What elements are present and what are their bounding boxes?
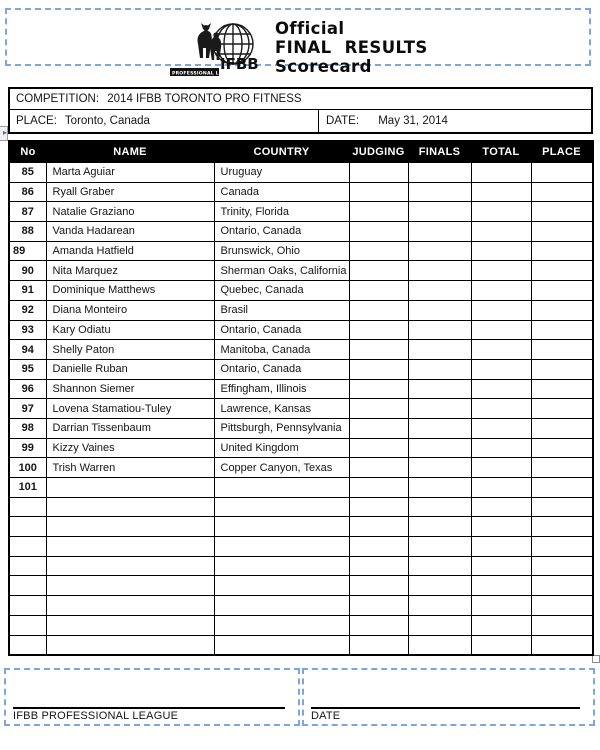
judging-cell[interactable] xyxy=(349,418,408,438)
country-cell[interactable]: Sherman Oaks, California xyxy=(214,261,349,281)
no-cell[interactable] xyxy=(9,615,46,635)
judging-cell[interactable] xyxy=(349,261,408,281)
no-cell[interactable] xyxy=(9,576,46,596)
place-cell[interactable] xyxy=(531,261,593,281)
judging-cell[interactable] xyxy=(349,222,408,242)
total-cell[interactable] xyxy=(471,261,531,281)
finals-cell[interactable] xyxy=(408,458,471,478)
place-cell[interactable] xyxy=(531,438,593,458)
no-cell[interactable]: 97 xyxy=(9,399,46,419)
table-row xyxy=(9,359,593,379)
name-cell[interactable]: Shannon Siemer xyxy=(46,379,214,399)
judging-cell[interactable] xyxy=(349,576,408,596)
place-cell[interactable] xyxy=(531,537,593,557)
place-value: Toronto, Canada xyxy=(64,115,150,127)
table-header-row xyxy=(9,141,593,163)
place-cell[interactable] xyxy=(531,182,593,202)
country-cell[interactable]: Ontario, Canada xyxy=(214,222,349,242)
no-cell[interactable]: 87 xyxy=(9,202,46,222)
total-cell[interactable] xyxy=(471,576,531,596)
finals-cell[interactable] xyxy=(408,202,471,222)
table-row xyxy=(9,340,593,360)
col-header-country: COUNTRY xyxy=(214,141,349,163)
total-cell[interactable] xyxy=(471,517,531,537)
country-cell[interactable]: Canada xyxy=(214,182,349,202)
title-line-scorecard: Scorecard xyxy=(275,57,372,76)
col-header-name: NAME xyxy=(46,141,214,163)
total-cell[interactable] xyxy=(471,537,531,557)
country-cell[interactable] xyxy=(214,497,349,517)
name-cell[interactable]: Lovena Stamatiou-Tuley xyxy=(46,399,214,419)
total-cell[interactable] xyxy=(471,300,531,320)
country-cell[interactable]: Brasil xyxy=(214,300,349,320)
table-row xyxy=(9,241,593,261)
no-cell[interactable] xyxy=(9,556,46,576)
judging-cell[interactable] xyxy=(349,517,408,537)
judging-cell[interactable] xyxy=(349,399,408,419)
finals-cell[interactable] xyxy=(408,418,471,438)
ifbb-logo xyxy=(170,19,272,77)
place-cell[interactable] xyxy=(531,576,593,596)
judging-cell[interactable] xyxy=(349,478,408,498)
name-cell[interactable] xyxy=(46,517,214,537)
name-cell[interactable]: Dominique Matthews xyxy=(46,281,214,301)
judging-cell[interactable] xyxy=(349,635,408,655)
country-cell[interactable] xyxy=(214,537,349,557)
place-cell[interactable] xyxy=(531,163,593,183)
col-header-no: No xyxy=(9,141,46,163)
table-row xyxy=(9,163,593,183)
signature-box-date xyxy=(302,668,595,726)
place-cell[interactable] xyxy=(531,281,593,301)
name-cell[interactable]: Danielle Ruban xyxy=(46,359,214,379)
total-cell[interactable] xyxy=(471,182,531,202)
name-cell[interactable]: Natalie Graziano xyxy=(46,202,214,222)
finals-cell[interactable] xyxy=(408,517,471,537)
finals-cell[interactable] xyxy=(408,281,471,301)
name-cell[interactable]: Trish Warren xyxy=(46,458,214,478)
place-cell xyxy=(10,110,319,132)
finals-cell[interactable] xyxy=(408,537,471,557)
table-row xyxy=(9,517,593,537)
place-cell[interactable] xyxy=(531,635,593,655)
finals-cell[interactable] xyxy=(408,497,471,517)
country-cell[interactable] xyxy=(214,576,349,596)
total-cell[interactable] xyxy=(471,379,531,399)
name-cell[interactable]: Marta Aguiar xyxy=(46,163,214,183)
signature-date-label: DATE xyxy=(311,710,341,722)
total-cell[interactable] xyxy=(471,596,531,616)
table-row xyxy=(9,379,593,399)
country-cell[interactable]: Quebec, Canada xyxy=(214,281,349,301)
left-edge-marker-icon[interactable]: ▸ xyxy=(0,126,8,141)
col-header-finals: FINALS xyxy=(408,141,471,163)
table-row xyxy=(9,202,593,222)
place-cell[interactable] xyxy=(531,556,593,576)
no-cell[interactable] xyxy=(9,635,46,655)
col-header-place: PLACE xyxy=(531,141,593,163)
table-row xyxy=(9,418,593,438)
place-cell[interactable] xyxy=(531,379,593,399)
place-cell[interactable] xyxy=(531,596,593,616)
header-dashed-box xyxy=(5,8,591,77)
name-cell[interactable]: Ryall Graber xyxy=(46,182,214,202)
judging-cell[interactable] xyxy=(349,182,408,202)
table-row xyxy=(9,478,593,498)
league-banner-text: PROFESSIONAL LEAGUE xyxy=(172,71,238,77)
name-cell[interactable] xyxy=(46,537,214,557)
table-row xyxy=(9,300,593,320)
name-cell[interactable]: Vanda Hadarean xyxy=(46,222,214,242)
no-cell[interactable]: 88 xyxy=(9,222,46,242)
title-line-final-results: FINAL RESULTS xyxy=(275,38,428,57)
no-cell[interactable]: 94 xyxy=(9,340,46,360)
country-cell[interactable] xyxy=(214,517,349,537)
table-row xyxy=(9,281,593,301)
name-cell[interactable]: Diana Monteiro xyxy=(46,300,214,320)
country-cell[interactable] xyxy=(214,556,349,576)
finals-cell[interactable] xyxy=(408,399,471,419)
no-cell[interactable]: 85 xyxy=(9,163,46,183)
country-cell[interactable]: Copper Canyon, Texas xyxy=(214,458,349,478)
finals-cell[interactable] xyxy=(408,163,471,183)
no-cell[interactable] xyxy=(9,517,46,537)
name-cell[interactable]: Amanda Hatfield xyxy=(46,241,214,261)
table-row xyxy=(9,556,593,576)
judging-cell[interactable] xyxy=(349,556,408,576)
total-cell[interactable] xyxy=(471,418,531,438)
document-title xyxy=(275,19,428,76)
name-cell[interactable]: Shelly Paton xyxy=(46,340,214,360)
col-header-total: TOTAL xyxy=(471,141,531,163)
name-cell[interactable] xyxy=(46,615,214,635)
place-date-row xyxy=(10,110,591,132)
judging-cell[interactable] xyxy=(349,163,408,183)
no-cell[interactable]: 98 xyxy=(9,418,46,438)
name-cell[interactable] xyxy=(46,635,214,655)
place-cell[interactable] xyxy=(531,222,593,242)
no-cell[interactable]: 101 xyxy=(9,478,46,498)
no-cell[interactable]: 95 xyxy=(9,359,46,379)
total-cell[interactable] xyxy=(471,438,531,458)
judging-cell[interactable] xyxy=(349,458,408,478)
resize-handle[interactable] xyxy=(592,655,600,663)
place-cell[interactable] xyxy=(531,478,593,498)
table-row xyxy=(9,596,593,616)
signature-line xyxy=(13,707,285,709)
place-cell[interactable] xyxy=(531,399,593,419)
total-cell[interactable] xyxy=(471,615,531,635)
finals-cell[interactable] xyxy=(408,320,471,340)
signature-league-label: IFBB PROFESSIONAL LEAGUE xyxy=(13,710,179,722)
no-cell[interactable]: 90 xyxy=(9,261,46,281)
judging-cell[interactable] xyxy=(349,615,408,635)
athlete-figures-icon xyxy=(198,23,222,60)
name-cell[interactable] xyxy=(46,497,214,517)
country-cell[interactable]: Uruguay xyxy=(214,163,349,183)
total-cell[interactable] xyxy=(471,202,531,222)
no-cell[interactable]: 91 xyxy=(9,281,46,301)
table-row xyxy=(9,635,593,655)
no-cell[interactable]: 89 xyxy=(9,241,46,261)
judging-cell[interactable] xyxy=(349,438,408,458)
country-cell[interactable]: Lawrence, Kansas xyxy=(214,399,349,419)
table-row xyxy=(9,537,593,557)
signature-line xyxy=(311,707,580,709)
judging-cell[interactable] xyxy=(349,241,408,261)
signature-box-league xyxy=(4,668,300,726)
place-label: PLACE: xyxy=(16,115,57,127)
name-cell[interactable] xyxy=(46,556,214,576)
judging-cell[interactable] xyxy=(349,497,408,517)
competition-row xyxy=(10,89,591,110)
country-cell[interactable] xyxy=(214,635,349,655)
place-cell[interactable] xyxy=(531,615,593,635)
total-cell[interactable] xyxy=(471,359,531,379)
country-cell[interactable]: Ontario, Canada xyxy=(214,320,349,340)
country-cell[interactable]: Brunswick, Ohio xyxy=(214,241,349,261)
judging-cell[interactable] xyxy=(349,281,408,301)
place-cell[interactable] xyxy=(531,418,593,438)
place-cell[interactable] xyxy=(531,359,593,379)
finals-cell[interactable] xyxy=(408,576,471,596)
name-cell[interactable] xyxy=(46,596,214,616)
finals-cell[interactable] xyxy=(408,182,471,202)
no-cell[interactable]: 86 xyxy=(9,182,46,202)
country-cell[interactable] xyxy=(214,615,349,635)
place-cell[interactable] xyxy=(531,300,593,320)
date-value: May 31, 2014 xyxy=(378,115,448,127)
finals-cell[interactable] xyxy=(408,241,471,261)
total-cell[interactable] xyxy=(471,320,531,340)
table-row xyxy=(9,320,593,340)
total-cell[interactable] xyxy=(471,635,531,655)
finals-cell[interactable] xyxy=(408,438,471,458)
table-row xyxy=(9,497,593,517)
name-cell[interactable]: Kizzy Vaines xyxy=(46,438,214,458)
no-cell[interactable]: 99 xyxy=(9,438,46,458)
place-cell[interactable] xyxy=(531,320,593,340)
place-cell[interactable] xyxy=(531,202,593,222)
judging-cell[interactable] xyxy=(349,320,408,340)
no-cell[interactable]: 96 xyxy=(9,379,46,399)
total-cell[interactable] xyxy=(471,222,531,242)
judging-cell[interactable] xyxy=(349,300,408,320)
col-header-judging: JUDGING xyxy=(349,141,408,163)
total-cell[interactable] xyxy=(471,241,531,261)
country-cell[interactable] xyxy=(214,478,349,498)
table-row xyxy=(9,438,593,458)
no-cell[interactable]: 100 xyxy=(9,458,46,478)
judging-cell[interactable] xyxy=(349,340,408,360)
table-body xyxy=(9,163,593,656)
finals-cell[interactable] xyxy=(408,379,471,399)
table-row xyxy=(9,182,593,202)
finals-cell[interactable] xyxy=(408,340,471,360)
total-cell[interactable] xyxy=(471,497,531,517)
place-cell[interactable] xyxy=(531,458,593,478)
country-cell[interactable]: Manitoba, Canada xyxy=(214,340,349,360)
country-cell[interactable] xyxy=(214,596,349,616)
finals-cell[interactable] xyxy=(408,300,471,320)
total-cell[interactable] xyxy=(471,458,531,478)
total-cell[interactable] xyxy=(471,340,531,360)
finals-cell[interactable] xyxy=(408,556,471,576)
total-cell[interactable] xyxy=(471,281,531,301)
ifbb-wordmark: IFBB xyxy=(220,55,259,73)
table-row xyxy=(9,261,593,281)
judging-cell[interactable] xyxy=(349,596,408,616)
competition-info-box xyxy=(8,87,593,134)
finals-cell[interactable] xyxy=(408,222,471,242)
judging-cell[interactable] xyxy=(349,537,408,557)
country-cell[interactable]: Effingham, Illinois xyxy=(214,379,349,399)
table-row xyxy=(9,458,593,478)
place-cell[interactable] xyxy=(531,241,593,261)
place-cell[interactable] xyxy=(531,497,593,517)
finals-cell[interactable] xyxy=(408,596,471,616)
place-cell[interactable] xyxy=(531,340,593,360)
table-row xyxy=(9,222,593,242)
total-cell[interactable] xyxy=(471,399,531,419)
country-cell[interactable]: Trinity, Florida xyxy=(214,202,349,222)
table-row xyxy=(9,576,593,596)
no-cell[interactable] xyxy=(9,537,46,557)
name-cell[interactable]: Kary Odiatu xyxy=(46,320,214,340)
place-cell[interactable] xyxy=(531,517,593,537)
finals-cell[interactable] xyxy=(408,359,471,379)
finals-cell[interactable] xyxy=(408,635,471,655)
no-cell[interactable]: 93 xyxy=(9,320,46,340)
judging-cell[interactable] xyxy=(349,379,408,399)
name-cell[interactable]: Darrian Tissenbaum xyxy=(46,418,214,438)
country-cell[interactable]: Pittsburgh, Pennsylvania xyxy=(214,418,349,438)
finals-cell[interactable] xyxy=(408,261,471,281)
date-label: DATE: xyxy=(326,115,360,127)
judging-cell[interactable] xyxy=(349,359,408,379)
competition-value: 2014 IFBB TORONTO PRO FITNESS xyxy=(107,93,302,105)
competition-label: COMPETITION: xyxy=(16,93,100,105)
results-table xyxy=(8,140,594,656)
table-row xyxy=(9,615,593,635)
no-cell[interactable]: 92 xyxy=(9,300,46,320)
name-cell[interactable]: Nita Marquez xyxy=(46,261,214,281)
country-cell[interactable]: Ontario, Canada xyxy=(214,359,349,379)
title-line-official: Official xyxy=(275,19,345,38)
name-cell[interactable] xyxy=(46,478,214,498)
table-row xyxy=(9,399,593,419)
country-cell[interactable]: United Kingdom xyxy=(214,438,349,458)
no-cell[interactable] xyxy=(9,596,46,616)
total-cell[interactable] xyxy=(471,163,531,183)
total-cell[interactable] xyxy=(471,478,531,498)
name-cell[interactable] xyxy=(46,576,214,596)
no-cell[interactable] xyxy=(9,497,46,517)
judging-cell[interactable] xyxy=(349,202,408,222)
date-cell xyxy=(319,110,591,132)
finals-cell[interactable] xyxy=(408,615,471,635)
finals-cell[interactable] xyxy=(408,478,471,498)
ifbb-logo-graphic xyxy=(170,19,272,77)
total-cell[interactable] xyxy=(471,556,531,576)
